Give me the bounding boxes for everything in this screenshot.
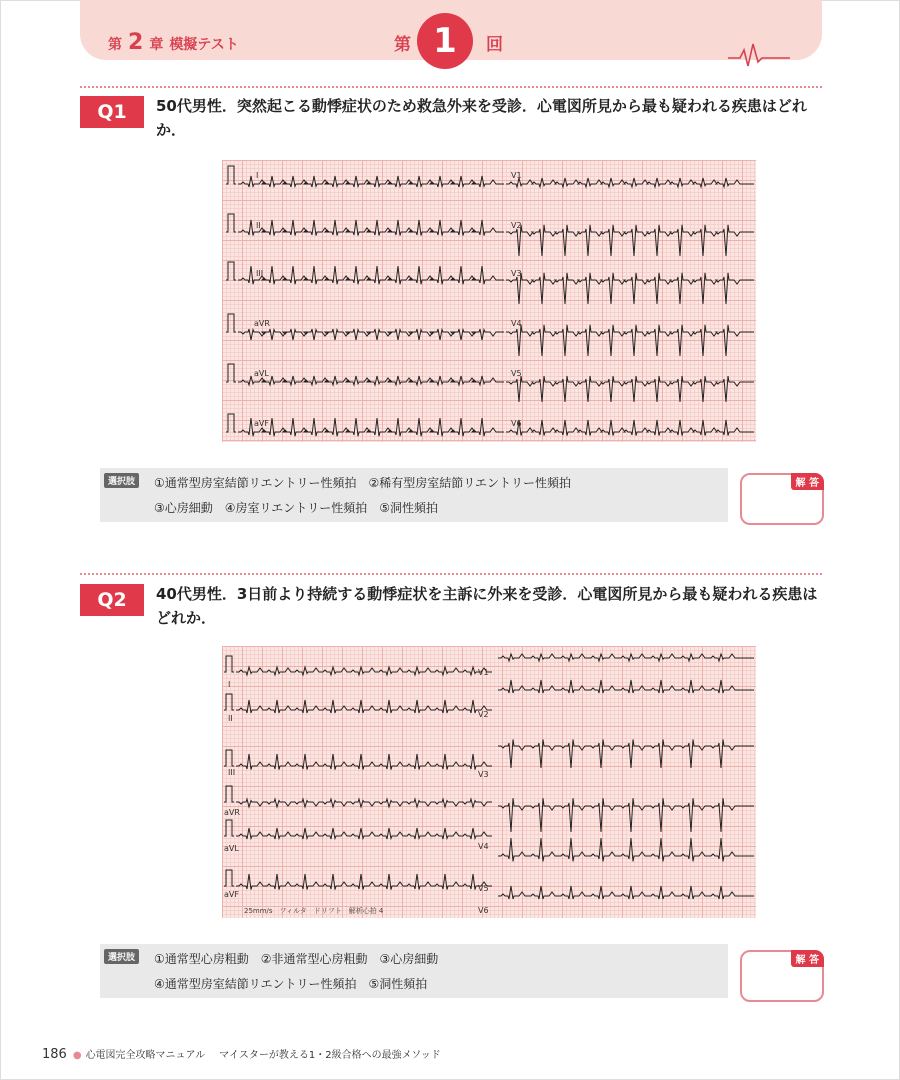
ecg-tracing (222, 160, 756, 442)
lead-label: aVL (254, 369, 269, 378)
heartbeat-icon (728, 42, 790, 68)
ecg-trace-chest (498, 798, 754, 832)
lead-label: aVF (224, 890, 239, 899)
calibration-pulse (224, 870, 234, 886)
ecg-trace-limb (238, 418, 504, 436)
chapter-heading (108, 30, 239, 55)
lead-label: V6 (511, 419, 522, 428)
calibration-pulse (226, 314, 236, 332)
ecg-trace-chest (506, 178, 754, 187)
ecg-trace-limb (238, 266, 504, 284)
lead-label: aVL (224, 844, 239, 853)
ecg-trace-limb (236, 874, 492, 890)
lead-label: III (256, 269, 264, 278)
answer-box[interactable] (740, 473, 824, 525)
round-prefix: 第 (394, 35, 411, 55)
ecg-trace-chest (506, 376, 754, 402)
choices-label: 選択肢 (104, 949, 139, 964)
calibration-pulse (226, 262, 236, 280)
ecg-waveforms (222, 160, 756, 442)
lead-label: V1 (478, 668, 489, 677)
calibration-pulse (224, 694, 234, 710)
lead-label: V5 (511, 369, 522, 378)
calibration-pulse (224, 820, 234, 836)
question-text: 40代男性．3日前より持続する動悸症状を主訴に外来を受診．心電図所見から最も疑われる疾患はどれか． (156, 585, 818, 627)
lead-label: aVF (254, 419, 269, 428)
lead-label: III (228, 768, 236, 777)
round-number-badge: 1 (417, 13, 473, 69)
choices-line: ①通常型房室結節リエントリー性頻拍 ②稀有型房室結節リエントリー性頻拍 (154, 476, 572, 490)
answer-label: 解 答 (791, 950, 824, 967)
ecg-trace-limb (236, 754, 492, 770)
choices-line: ④通常型房室結節リエントリー性頻拍 ⑤洞性頻拍 (154, 977, 428, 991)
ecg-trace-limb (238, 220, 504, 236)
ecg-tracing (222, 646, 756, 918)
lead-label: I (256, 171, 259, 180)
ecg-trace-limb (238, 329, 504, 340)
lead-label: V3 (511, 269, 522, 278)
lead-label: V6 (478, 906, 489, 915)
question-badge: Q2 (80, 584, 144, 616)
ecg-trace-limb (236, 667, 492, 675)
lead-label: V2 (478, 710, 489, 719)
chapter-number: 2 (128, 30, 144, 55)
ecg-waveforms (222, 646, 756, 918)
choices-line: ①通常型心房粗動 ②非通常型心房粗動 ③心房細動 (154, 952, 439, 966)
calibration-pulse (224, 786, 234, 802)
ecg-trace-chest (498, 838, 754, 861)
lead-label: V1 (511, 171, 522, 180)
ecg-trace-chest (506, 225, 754, 256)
choices-box (100, 468, 728, 522)
ecg-trace-chest (498, 680, 754, 693)
calibration-pulse (226, 214, 236, 232)
lead-label: V2 (511, 221, 522, 230)
calibration-pulse (224, 750, 234, 766)
calibration-pulse (226, 414, 236, 432)
lead-label: II (256, 221, 261, 230)
ecg-trace-limb (236, 700, 492, 713)
round-suffix: 回 (486, 35, 503, 55)
ecg-trace-chest (498, 886, 754, 899)
chapter-prefix: 第 (108, 37, 122, 53)
question-badge: Q1 (80, 96, 144, 128)
lead-label: II (228, 714, 233, 723)
section-divider (80, 86, 822, 88)
calibration-pulse (226, 364, 236, 382)
choices-box (100, 944, 728, 998)
choices-line: ③心房細動 ④房室リエントリー性頻拍 ⑤洞性頻拍 (154, 501, 439, 515)
ecg-trace-chest (506, 325, 754, 356)
book-title: 心電図完全攻略マニュアル (85, 1050, 206, 1061)
ecg-trace-chest (498, 654, 754, 661)
calibration-pulse (224, 656, 234, 672)
lead-label: V4 (511, 319, 522, 328)
chapter-suffix: 章 (149, 37, 164, 53)
book-subtitle: マイスターが教える1・2級合格への最強メソッド (219, 1050, 441, 1061)
bullet-icon: ● (72, 1050, 82, 1061)
ecg-trace-limb (238, 376, 504, 385)
lead-label: V3 (478, 770, 489, 779)
section-divider (80, 573, 822, 575)
chapter-title: 模擬テスト (169, 37, 239, 53)
lead-label: aVR (224, 808, 240, 817)
ecg-trace-limb (236, 799, 492, 807)
lead-label: I (228, 680, 231, 689)
calibration-pulse (226, 166, 236, 184)
ecg-trace-chest (498, 739, 754, 768)
ecg-trace-chest (506, 420, 754, 436)
answer-box[interactable] (740, 950, 824, 1002)
ecg-trace-chest (506, 273, 754, 304)
question-text: 50代男性．突然起こる動悸症状のため救急外来を受診．心電図所見から最も疑われる疾患はどれか． (156, 97, 807, 139)
lead-label: V5 (478, 884, 489, 893)
lead-label: aVR (254, 319, 270, 328)
ecg-caption: 25mm/s フィルタ ドリフト 解析心拍 4 (244, 907, 384, 915)
ecg-trace-limb (238, 176, 504, 187)
choices-label: 選択肢 (104, 473, 139, 488)
lead-label: V4 (478, 842, 489, 851)
ecg-trace-limb (236, 828, 492, 839)
page-number: 186 (42, 1047, 67, 1062)
page-footer (42, 1046, 441, 1062)
answer-label: 解 答 (791, 473, 824, 490)
